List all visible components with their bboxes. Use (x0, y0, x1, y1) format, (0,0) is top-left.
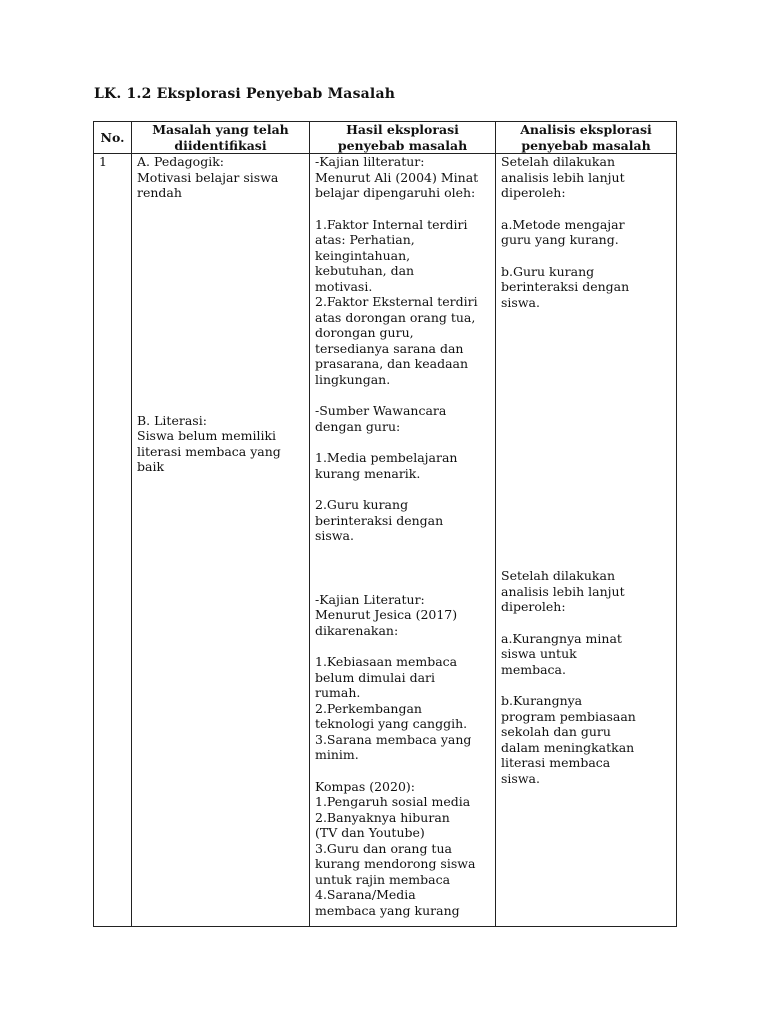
hasil-a-point-1-line: 1.Media pembelajaran (315, 450, 458, 465)
exploration-table (93, 121, 677, 927)
hasil-b-kompas-line: 2.Banyaknya hiburan (315, 809, 450, 825)
masalah-cell (132, 154, 310, 927)
analisis-a (501, 154, 671, 310)
hasil-a-factor-2-line: lingkungan. (315, 371, 391, 387)
analisis-b-intro-line: diperoleh: (501, 599, 566, 614)
hasil-a-intro-line: Menurut Ali (2004) Minat (315, 169, 479, 185)
header-no: No. (94, 122, 132, 154)
masalah-b-line: baik (137, 459, 165, 474)
header-analisis-line: penyebab masalah (521, 137, 651, 153)
header-hasil (310, 122, 496, 154)
hasil-b-kompas-line: 1.Pengaruh sosial media (315, 794, 471, 809)
hasil-a-factor-1-line: motivasi. (315, 278, 373, 294)
hasil-b-kompas-line: Kompas (2020): (315, 778, 415, 794)
analisis-a-point-a-line: a.Metode mengajar (501, 216, 625, 232)
hasil-a-factor-1-line: atas: Perhatian, (315, 232, 415, 247)
hasil-a-factor-2-line: atas dorongan orang tua, (315, 309, 476, 325)
hasil-b-intro-line: dikarenakan: (315, 622, 399, 638)
masalah-a-heading: A. Pedagogik: (137, 154, 224, 169)
analisis-a-intro-line: diperoleh: (501, 185, 566, 200)
hasil-b-kompas-line: membaca yang kurang (315, 902, 460, 918)
row-number: 1 (94, 154, 132, 927)
analisis-b-point-b-line: literasi membaca (501, 755, 611, 770)
hasil-a-intro-line: -Kajian lilteratur: (315, 154, 425, 169)
masalah-a-line: Motivasi belajar siswa (137, 169, 279, 185)
analisis-b-point-b-line: b.Kurangnya (501, 693, 583, 708)
masalah-a-line: rendah (137, 185, 182, 200)
hasil-a-point-1-line: kurang menarik. (315, 465, 421, 481)
header-masalah (132, 122, 310, 154)
table-row (94, 154, 677, 927)
hasil-a-factor-2-line: 2.Faktor Eksternal terdiri (315, 294, 478, 309)
analisis-a-intro-line: Setelah dilakukan (501, 154, 616, 169)
header-hasil-line: Hasil eksplorasi (346, 122, 459, 137)
hasil-b-list-line: belum dimulai dari (315, 669, 436, 685)
hasil-b-kompas-line: 3.Guru dan orang tua (315, 840, 452, 856)
hasil-a-point-2-line: berinteraksi dengan (315, 512, 444, 528)
hasil-a-factor-1-line: kebutuhan, dan (315, 263, 415, 278)
masalah-b-line: Siswa belum memiliki (137, 428, 277, 443)
hasil-b-intro-line: Menurut Jesica (2017) (315, 607, 458, 622)
analisis-b-point-a-line: a.Kurangnya minat (501, 630, 622, 646)
analisis-b-point-b-line: dalam meningkatkan (501, 739, 635, 755)
hasil-b-list-line: rumah. (315, 685, 361, 700)
analisis-a-point-b-line: berinteraksi dengan (501, 279, 630, 294)
masalah-b (137, 413, 304, 475)
hasil-a-factor-2-line: prasarana, dan keadaan (315, 356, 469, 371)
hasil-a-factor-1-line: 1.Faktor Internal terdiri (315, 216, 468, 232)
analisis-a-point-b-line: siswa. (501, 294, 540, 310)
header-masalah-line: Masalah yang telah (152, 122, 289, 137)
analisis-b-point-b-line: program pembiasaan (501, 708, 636, 724)
hasil-cell (310, 154, 496, 927)
masalah-a (137, 154, 304, 201)
hasil-b-kompas-line: untuk rajin membaca (315, 871, 451, 887)
analisis-b-point-a-line: membaca. (501, 661, 566, 677)
hasil-a-point-2-line: siswa. (315, 528, 354, 543)
hasil-b-list-line: minim. (315, 747, 359, 762)
hasil-a-factor-2-line: tersedianya sarana dan (315, 340, 464, 356)
table-header-row (94, 122, 677, 154)
hasil-b-kompas-line: (TV dan Youtube) (315, 825, 425, 840)
hasil-a-point-2-line: 2.Guru kurang (315, 497, 409, 512)
hasil-b-kompas-line: kurang mendorong siswa (315, 856, 476, 871)
analisis-b-intro-line: analisis lebih lanjut (501, 583, 625, 599)
hasil-b-list-line: teknologi yang canggih. (315, 716, 468, 731)
hasil-a-factor-1-line: keingintahuan, (315, 247, 411, 263)
hasil-b-list-line: 1.Kebiasaan membaca (315, 654, 458, 669)
page-title: LK. 1.2 Eksplorasi Penyebab Masalah (94, 86, 396, 102)
hasil-a-interview-line: -Sumber Wawancara (315, 403, 447, 418)
hasil-a (315, 154, 490, 544)
hasil-b-kompas-line: 4.Sarana/Media (315, 887, 416, 902)
analisis-a-point-b-line: b.Guru kurang (501, 263, 595, 279)
hasil-b (315, 592, 490, 919)
analisis-a-intro-line: analisis lebih lanjut (501, 169, 625, 185)
hasil-b-intro-line: -Kajian Literatur: (315, 591, 425, 607)
header-hasil-line: penyebab masalah (337, 137, 468, 153)
hasil-a-intro-line: belajar dipengaruhi oleh: (315, 185, 476, 200)
analisis-b-intro-line: Setelah dilakukan (501, 568, 616, 583)
analisis-b-point-a-line: siswa untuk (501, 646, 577, 661)
hasil-a-interview-line: dengan guru: (315, 418, 401, 434)
header-masalah-line: diidentifikasi (174, 137, 267, 153)
header-analisis (496, 122, 677, 154)
hasil-b-list-line: 3.Sarana membaca yang (315, 731, 472, 747)
hasil-b-list-line: 2.Perkembangan (315, 700, 422, 716)
hasil-a-factor-2-line: dorongan guru, (315, 325, 414, 340)
analisis-b-point-b-line: sekolah dan guru (501, 724, 611, 739)
masalah-b-line: literasi membaca yang (137, 443, 281, 459)
header-analisis-line: Analisis eksplorasi (520, 122, 652, 137)
analisis-a-point-a-line: guru yang kurang. (501, 232, 619, 247)
analisis-b (501, 568, 671, 786)
masalah-b-heading: B. Literasi: (137, 412, 207, 428)
analisis-cell (496, 154, 677, 927)
analisis-b-point-b-line: siswa. (501, 770, 540, 786)
